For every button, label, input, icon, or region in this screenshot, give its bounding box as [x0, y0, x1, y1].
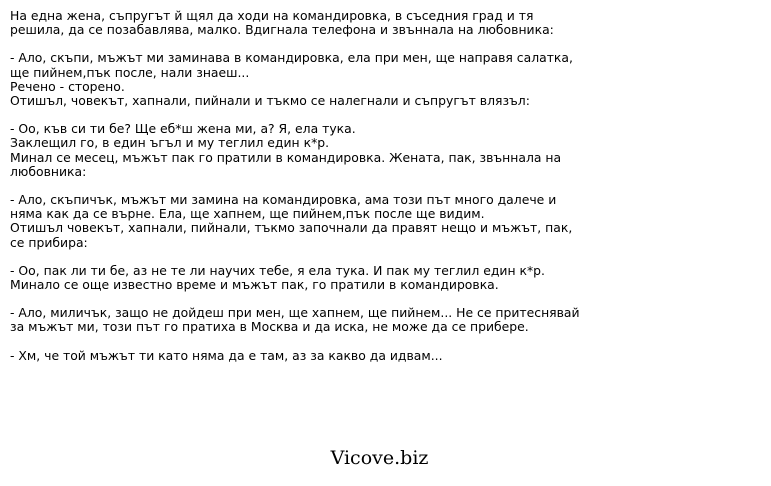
joke-line: На една жена, съпругът й щял да ходи на командировка, в съседния град и тя — [10, 8, 534, 23]
joke-line: се прибира: — [10, 234, 88, 250]
joke-paragraph — [10, 51, 600, 108]
joke-line: ще пийнем,пък после, нали знаеш... — [10, 64, 250, 80]
joke-line: - Оо, пак ли ти бе, аз не те ли научих тебе, я ела тука. И пак му теглил един к*р. — [10, 262, 545, 278]
joke-paragraph — [10, 122, 600, 179]
joke-paragraph — [10, 9, 600, 37]
joke-paragraph — [10, 306, 600, 334]
joke-paragraph — [10, 264, 600, 292]
site-watermark: Vicove.biz — [330, 447, 429, 469]
joke-text — [10, 9, 600, 377]
joke-line: - Оо, къв си ти бе? Ще еб*ш жена ми, а? Я, ела тука. — [10, 121, 356, 137]
joke-line: Речено - сторено. — [10, 78, 125, 94]
joke-line: любовника: — [10, 163, 87, 179]
joke-line: Отишъл, човекът, хапнали, пийнали и тъкмо се налегнали и съпругът влязъл: — [10, 93, 530, 109]
joke-line: - Ало, скъпичък, мъжът ми замина на командировка, ама този път много далече и — [10, 192, 557, 208]
joke-line: Минало се още известно време и мъжът пак, го пратили в командировка. — [10, 277, 499, 293]
joke-line: - Хм, че той мъжът ти като няма да е там, аз за какво да идвам... — [10, 347, 443, 363]
joke-line: няма как да се върне. Ела, ще хапнем, ще пийнем,пък после ще видим. — [10, 206, 485, 222]
joke-line: Отишъл човекът, хапнали, пийнали, тъкмо започнали да правят нещо и мъжът, пак, — [10, 220, 573, 236]
joke-line: - Ало, скъпи, мъжът ми заминава в командировка, ела при мен, ще направя салатка, — [10, 50, 573, 66]
joke-line: за мъжът ми, този път го пратиха в Москва и да иска, не може да се прибере. — [10, 319, 529, 335]
joke-line: Минал се месец, мъжът пак го пратили в командировка. Жената, пак, звъннала на — [10, 149, 562, 165]
joke-line: решила, да се позабавлява, малко. Вдигнала телефона и звъннала на любовника: — [10, 22, 554, 38]
joke-paragraph — [10, 349, 600, 363]
joke-paragraph — [10, 193, 600, 250]
joke-line: Заклещил го, в един ъгъл и му теглил един к*р. — [10, 135, 330, 151]
joke-line: - Ало, миличък, защо не дойдеш при мен, ще хапнем, ще пийнем... Не се притеснявай — [10, 305, 580, 321]
